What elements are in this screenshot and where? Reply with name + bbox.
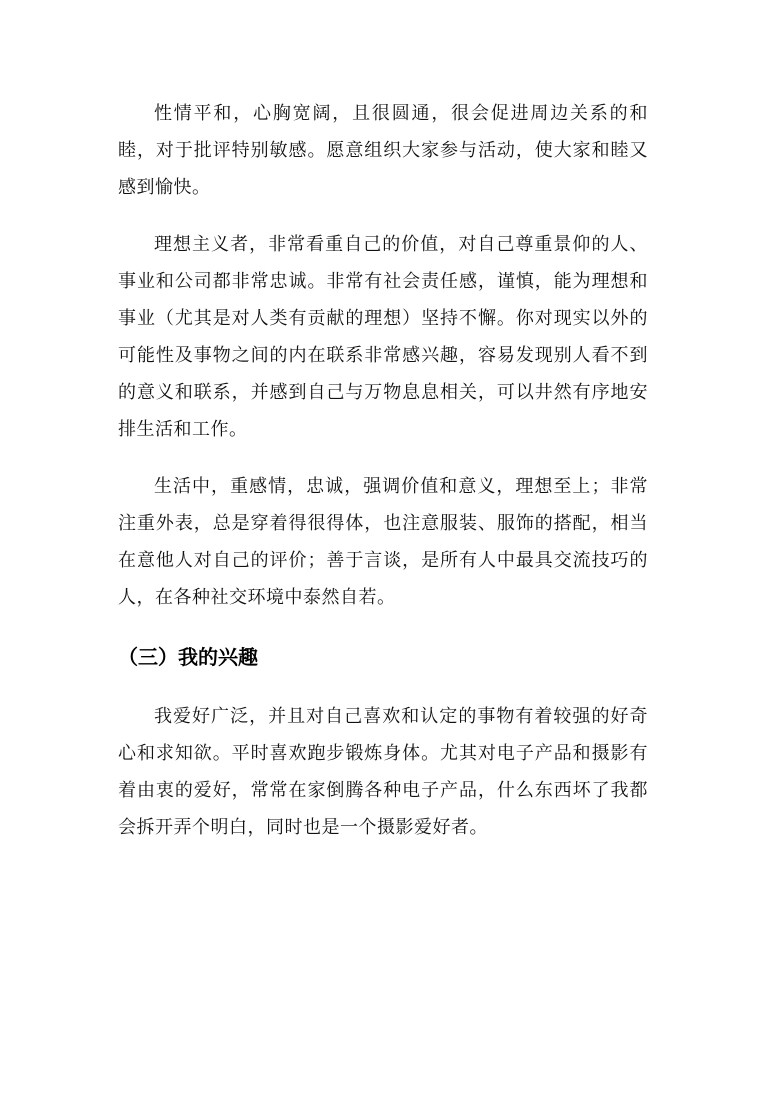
document-body xyxy=(118,95,648,846)
paragraph-lifestyle: 生活中，重感情，忠诚，强调价值和意义，理想至上；非常注重外表，总是穿着得很得体，也注意服装、服饰的搭配，相当在意他人对自己的评价；善于言谈，是所有人中最具交流技巧的人，在各种社交环境中泰然自若。 xyxy=(118,476,648,608)
section-heading-interests: （三）我的兴趣 xyxy=(118,645,258,669)
paragraph-personality: 性情平和，心胸宽阔，且很圆通，很会促进周边关系的和睦，对于批评特别敏感。愿意组织大家参与活动，使大家和睦又感到愉快。 xyxy=(118,103,648,198)
paragraph-idealism: 理想主义者，非常看重自己的价值，对自己尊重景仰的人、事业和公司都非常忠诚。非常有社会责任感，谨慎，能为理想和事业（尤其是对人类有贡献的理想）坚持不懈。你对现实以外的可能性及事物之间的内在联系非常感兴趣，容易发现别人看不到的意义和联系，并感到自己与万物息息相关，可以井然有序地安排生活和工作。 xyxy=(118,234,648,440)
paragraph-interests: 我爱好广泛，并且对自己喜欢和认定的事物有着较强的好奇心和求知欲。平时喜欢跑步锻炼身体。尤其对电子产品和摄影有着由衷的爱好，常常在家倒腾各种电子产品，什么东西坏了我都会拆开弄个明白，同时也是一个摄影爱好者。 xyxy=(118,706,648,838)
